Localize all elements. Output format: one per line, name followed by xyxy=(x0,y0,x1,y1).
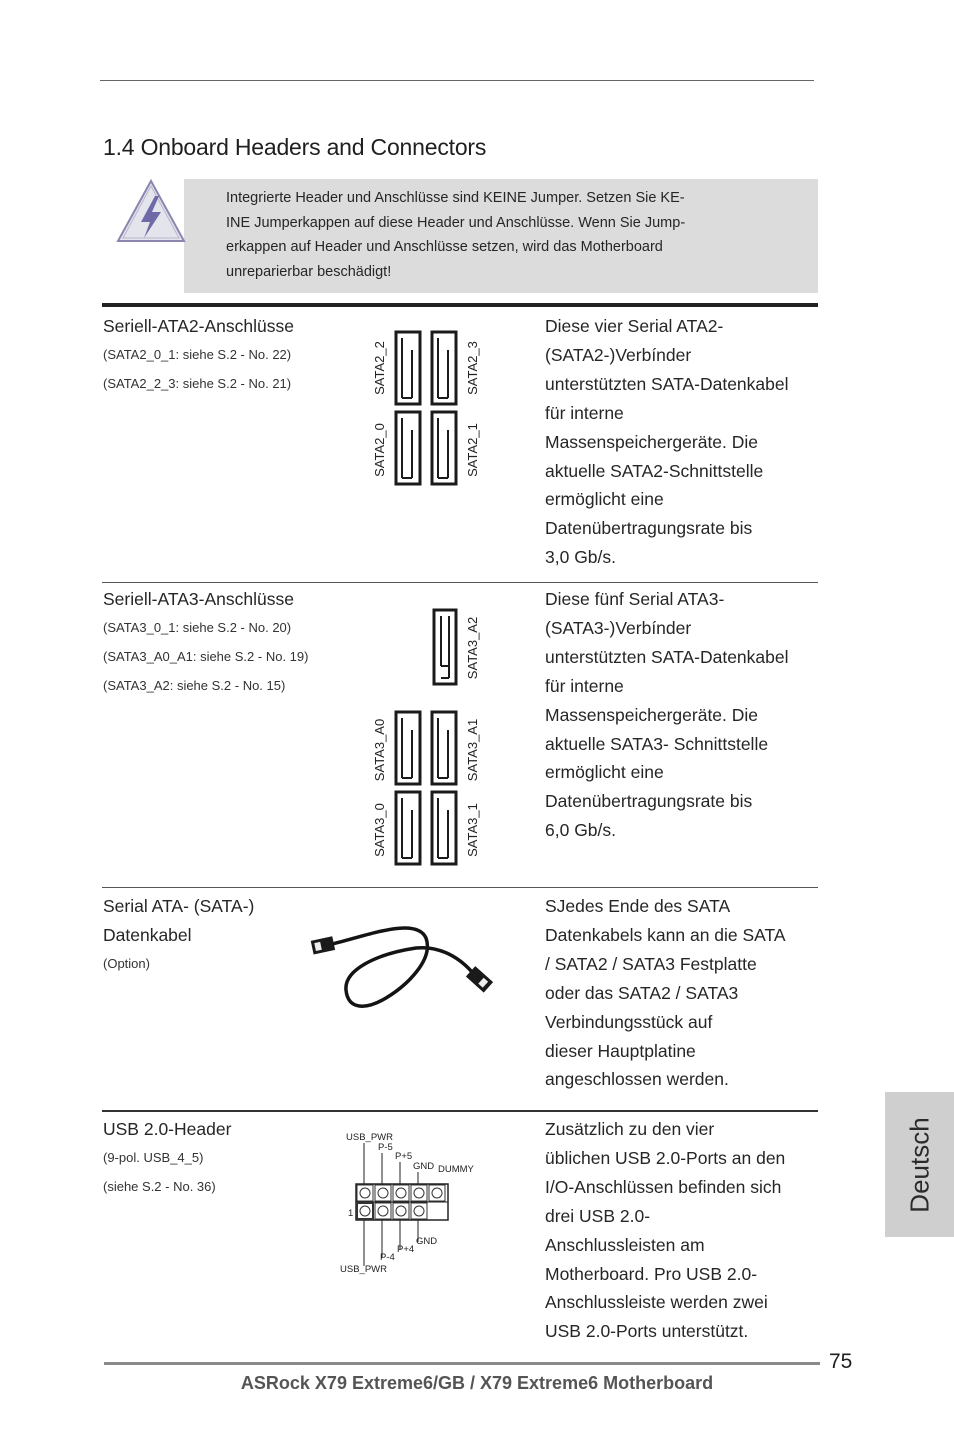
sata3-a1-connector xyxy=(432,712,456,784)
p-plus-4-label: P+4 xyxy=(397,1244,415,1255)
sata-cable-option: (Option) xyxy=(103,956,150,971)
page-number: 75 xyxy=(829,1350,853,1373)
cable-plug-left xyxy=(311,936,335,954)
desc-line: oder das SATA2 / SATA3 xyxy=(545,982,739,1003)
language-tab xyxy=(885,1092,954,1237)
sata2-3-label: SATA2_3 xyxy=(465,341,480,395)
sata3-a2-connector xyxy=(434,610,456,684)
notice-line: unreparierbar beschädigt! xyxy=(226,263,392,280)
notice-line: INE Jumperkappen auf diese Header und Anschlüsse. Wenn Sie Jump- xyxy=(226,214,686,231)
p-plus-5-label: P+5 xyxy=(395,1151,413,1162)
desc-line: unterstützten SATA-Datenkabel xyxy=(545,646,789,667)
gnd-bottom-label: GND xyxy=(416,1236,438,1247)
desc-line: Datenübertragungsrate bis xyxy=(545,518,753,539)
sata3-a1-label: SATA3_A1 xyxy=(465,718,480,782)
desc-line: 6,0 Gb/s. xyxy=(545,820,617,841)
desc-line: Massenspeichergeräte. Die xyxy=(545,431,759,452)
sata2-connector-diagram xyxy=(366,330,496,490)
desc-line: Diese fünf Serial ATA3- xyxy=(545,589,725,609)
gnd-top-label: GND xyxy=(413,1161,435,1172)
sata2-0-label: SATA2_0 xyxy=(372,423,387,477)
sata3-connector-diagram xyxy=(366,608,496,870)
desc-line: I/O-Anschlüssen befinden sich xyxy=(545,1176,782,1197)
usb-pwr-bottom-label: USB_PWR xyxy=(340,1264,387,1275)
desc-line: Verbindungsstück auf xyxy=(545,1011,713,1032)
sata3-1-label: SATA3_1 xyxy=(465,803,480,857)
desc-line: Motherboard. Pro USB 2.0- xyxy=(545,1263,758,1284)
sata3-a2-label: SATA3_A2 xyxy=(465,616,480,680)
desc-line: dieser Hauptplatine xyxy=(545,1040,696,1061)
sata3-1-connector xyxy=(432,792,456,864)
sata-cable-description xyxy=(545,892,820,1094)
desc-line: 3,0 Gb/s. xyxy=(545,547,617,568)
desc-line: aktuelle SATA2-Schnittstelle xyxy=(545,460,764,481)
usb-header-diagram xyxy=(336,1126,486,1276)
desc-line: drei USB 2.0- xyxy=(545,1205,651,1226)
sata3-0-label: SATA3_0 xyxy=(372,803,387,857)
desc-line: USB 2.0-Ports unterstützt. xyxy=(545,1321,749,1342)
footer-rule xyxy=(104,1362,820,1365)
sata2-3-connector xyxy=(432,332,456,404)
section-divider xyxy=(102,887,818,888)
desc-line: Diese vier Serial ATA2- xyxy=(545,316,724,336)
desc-line: Datenkabels kann an die SATA xyxy=(545,924,786,945)
language-tab-label: Deutsch xyxy=(904,1116,934,1213)
desc-line: Datenübertragungsrate bis xyxy=(545,791,753,812)
usb-pin-count: (9-pol. USB_4_5) xyxy=(103,1150,204,1165)
p-minus-5-label: P-5 xyxy=(378,1142,393,1153)
sata2-1-connector xyxy=(432,412,456,484)
desc-line: unterstützten SATA-Datenkabel xyxy=(545,373,789,394)
notice-line: erkappen auf Header und Anschlüsse setzen, wird das Motherboard xyxy=(226,239,663,255)
usb-pwr-top-label: USB_PWR xyxy=(346,1132,393,1143)
sata2-title: Seriell-ATA2-Anschlüsse xyxy=(103,316,294,336)
section-rule xyxy=(102,303,818,307)
sata-cable-title-line1: Serial ATA- (SATA-) xyxy=(103,896,255,916)
pin1-label: 1 xyxy=(348,1208,354,1219)
footer-text: ASRock X79 Extreme6/GB / X79 Extreme6 Motherboard xyxy=(240,1373,714,1393)
desc-line: / SATA2 / SATA3 Festplatte xyxy=(545,953,757,974)
desc-line: Zusätzlich zu den vier xyxy=(545,1119,715,1139)
notice-text xyxy=(226,186,766,284)
notice-line: Integrierte Header und Anschlüsse sind KEINE Jumper. Setzen Sie KE- xyxy=(226,190,685,206)
sata2-0-connector xyxy=(396,412,420,484)
desc-line: ermöglicht eine xyxy=(545,489,664,510)
sata2-2-label: SATA2_2 xyxy=(372,341,387,395)
sata2-2-connector xyxy=(396,332,420,404)
sata3-description xyxy=(545,585,820,845)
sata3-ref-01: (SATA3_0_1: siehe S.2 - No. 20) xyxy=(103,620,292,635)
sata2-ref-23: (SATA2_2_3: siehe S.2 - No. 21) xyxy=(103,376,292,391)
sata3-ref-a2: (SATA3_A2: siehe S.2 - No. 15) xyxy=(103,678,286,693)
desc-line: Massenspeichergeräte. Die xyxy=(545,704,759,725)
sata2-ref-01: (SATA2_0_1: siehe S.2 - No. 22) xyxy=(103,347,292,362)
section-divider xyxy=(102,582,818,583)
dummy-label: DUMMY xyxy=(438,1164,474,1175)
desc-line: Anschlussleiste werden zwei xyxy=(545,1292,768,1313)
desc-line: (SATA3-)Verbínder xyxy=(545,617,692,638)
sata3-a0-connector xyxy=(396,712,420,784)
desc-line: für interne xyxy=(545,675,624,696)
sata2-description xyxy=(545,312,820,572)
usb-ref: (siehe S.2 - No. 36) xyxy=(103,1179,216,1194)
sata2-1-label: SATA2_1 xyxy=(465,423,480,477)
usb-description xyxy=(545,1115,820,1346)
top-rule xyxy=(100,80,814,81)
sata3-ref-a0a1: (SATA3_A0_A1: siehe S.2 - No. 19) xyxy=(103,649,309,664)
sata-cable-title-line2: Datenkabel xyxy=(103,925,192,945)
desc-line: ermöglicht eine xyxy=(545,762,664,783)
desc-line: (SATA2-)Verbínder xyxy=(545,344,692,365)
desc-line: üblichen USB 2.0-Ports an den xyxy=(545,1147,786,1168)
desc-line: für interne xyxy=(545,402,624,423)
sata3-0-connector xyxy=(396,792,420,864)
desc-line: aktuelle SATA3- Schnittstelle xyxy=(545,733,769,754)
notice-box xyxy=(184,179,818,293)
warning-icon xyxy=(115,178,187,244)
section-divider xyxy=(102,1110,818,1112)
sata3-title: Seriell-ATA3-Anschlüsse xyxy=(103,589,294,609)
p-minus-4-label: P-4 xyxy=(380,1252,395,1263)
sata3-a0-label: SATA3_A0 xyxy=(372,718,387,782)
sata-cable-image xyxy=(306,918,496,1018)
desc-line: Anschlussleisten am xyxy=(545,1234,705,1255)
section-title: 1.4 Onboard Headers and Connectors xyxy=(103,134,487,160)
desc-line: SJedes Ende des SATA xyxy=(545,896,731,916)
desc-line: angeschlossen werden. xyxy=(545,1069,729,1090)
usb-title: USB 2.0-Header xyxy=(103,1119,232,1139)
